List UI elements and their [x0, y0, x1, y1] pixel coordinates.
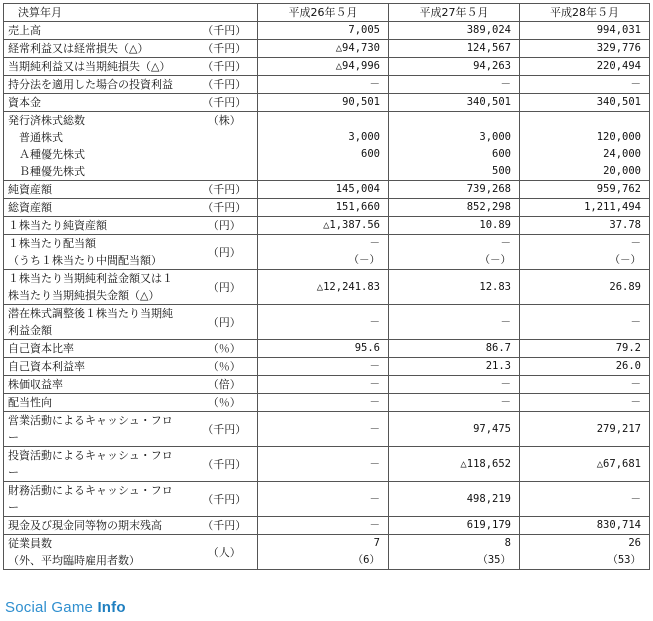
row-label-line: １株当たり当期純利益金額又は１	[8, 272, 173, 285]
value-cell-period-3	[520, 76, 650, 94]
value-line: －	[369, 492, 380, 505]
value-line	[262, 163, 380, 180]
value-line: 994,031	[596, 24, 641, 36]
value-cell-period-3	[520, 305, 650, 340]
value-line: 279,217	[596, 422, 641, 435]
row-unit: （千円）	[198, 199, 258, 217]
row-unit: （円）	[198, 217, 258, 235]
value-line: （－）	[348, 254, 380, 266]
value-cell-period-2	[389, 517, 520, 535]
value-cell-period-1	[258, 217, 389, 235]
row-label-line: 当期純利益又は当期純損失（△）	[8, 60, 171, 73]
value-line: －	[369, 237, 380, 249]
row-label-line: 売上高	[8, 24, 41, 37]
row-label	[4, 40, 198, 58]
value-line: 37.78	[609, 219, 641, 231]
row-label-line: 株価収益率	[8, 378, 63, 391]
value-line: －	[369, 422, 380, 435]
value-cell-period-2	[389, 376, 520, 394]
value-cell-period-2	[389, 340, 520, 358]
row-label-line: 従業員数	[8, 537, 52, 550]
value-cell-period-3	[520, 199, 650, 217]
value-cell-period-1	[258, 358, 389, 376]
value-cell-period-3	[520, 112, 650, 181]
row-label	[4, 517, 198, 535]
row-label	[4, 394, 198, 412]
value-cell-period-2	[389, 394, 520, 412]
row-label-line: ー	[8, 466, 19, 479]
value-line: －	[630, 315, 641, 328]
row-label-line: 営業活動によるキャッシュ・フロ	[8, 414, 173, 427]
value-line: 7	[373, 537, 380, 549]
value-line: 26	[628, 537, 641, 549]
row-label-line: 持分法を適用した場合の投資利益	[8, 78, 173, 91]
table-row	[4, 358, 650, 376]
value-line: 10.89	[479, 219, 511, 231]
value-cell-period-1	[258, 447, 389, 482]
value-line: 95.6	[354, 342, 380, 354]
value-line: 124,567	[466, 42, 511, 54]
row-label-line: （うち１株当たり中間配当額）	[8, 254, 162, 267]
table-row	[4, 305, 650, 340]
value-line: －	[369, 378, 380, 390]
value-line: 619,179	[466, 519, 511, 531]
value-line: －	[500, 378, 511, 390]
value-cell-period-1	[258, 394, 389, 412]
value-line: 7,005	[348, 24, 380, 36]
row-label	[4, 447, 198, 482]
value-cell-period-3	[520, 217, 650, 235]
value-line: －	[500, 315, 511, 328]
value-cell-period-2	[389, 482, 520, 517]
row-unit: （円）	[198, 305, 258, 340]
row-label	[4, 217, 198, 235]
value-cell-period-2	[389, 94, 520, 112]
watermark-logo	[5, 599, 126, 616]
row-unit: （千円）	[198, 447, 258, 482]
row-unit: （千円）	[198, 412, 258, 447]
value-cell-period-3	[520, 40, 650, 58]
row-label-line: 潜在株式調整後１株当たり当期純	[8, 307, 173, 320]
table-row	[4, 447, 650, 482]
row-label-line: 配当性向	[8, 396, 52, 409]
value-cell-period-2	[389, 76, 520, 94]
value-cell-period-1	[258, 340, 389, 358]
value-line: －	[500, 237, 511, 249]
row-label-line: 現金及び現金同等物の期末残高	[8, 519, 162, 532]
row-unit: （％）	[198, 340, 258, 358]
value-line: －	[630, 378, 641, 390]
value-line: 340,501	[596, 96, 641, 108]
header-period-1: 平成26年５月	[258, 4, 389, 22]
row-unit: （％）	[198, 358, 258, 376]
value-cell-period-2	[389, 447, 520, 482]
value-line: 120,000	[596, 131, 641, 143]
value-line	[393, 112, 511, 129]
value-cell-period-3	[520, 535, 650, 570]
value-line: 94,263	[473, 60, 511, 72]
row-label-line: 発行済株式総数	[8, 114, 85, 127]
value-line: △94,730	[335, 42, 380, 54]
value-line: 151,660	[335, 201, 380, 213]
row-label-line: 普通株式	[8, 131, 63, 144]
value-line: （35）	[477, 554, 511, 566]
value-cell-period-2	[389, 412, 520, 447]
value-line: 79.2	[615, 342, 641, 354]
value-line: 220,494	[596, 60, 641, 72]
value-cell-period-2	[389, 358, 520, 376]
row-label	[4, 340, 198, 358]
value-cell-period-3	[520, 94, 650, 112]
row-label	[4, 235, 198, 270]
value-line: 145,004	[335, 183, 380, 195]
value-line: 329,776	[596, 42, 641, 54]
value-line: 3,000	[348, 131, 380, 143]
value-line: －	[369, 315, 380, 328]
value-line: 600	[361, 148, 380, 160]
value-line: 959,762	[596, 183, 641, 195]
value-cell-period-2	[389, 217, 520, 235]
value-line: 21.3	[485, 360, 511, 372]
value-cell-period-3	[520, 340, 650, 358]
table-row	[4, 340, 650, 358]
value-line: 3,000	[479, 131, 511, 143]
value-cell-period-1	[258, 112, 389, 181]
table-body	[4, 4, 650, 570]
row-label-line: １株当たり純資産額	[8, 219, 107, 232]
value-cell-period-1	[258, 235, 389, 270]
row-label-line: 資本金	[8, 96, 41, 109]
row-unit: （倍）	[198, 376, 258, 394]
value-cell-period-3	[520, 376, 650, 394]
table-row	[4, 482, 650, 517]
value-cell-period-1	[258, 517, 389, 535]
row-label	[4, 181, 198, 199]
header-row	[4, 4, 650, 22]
value-line: 90,501	[342, 96, 380, 108]
value-line: 8	[504, 537, 511, 549]
table-row	[4, 217, 650, 235]
table-row	[4, 412, 650, 447]
row-label	[4, 199, 198, 217]
table-row	[4, 376, 650, 394]
value-line: －	[369, 78, 380, 90]
table-row	[4, 394, 650, 412]
header-period-2: 平成27年５月	[389, 4, 520, 22]
row-label-line: 投資活動によるキャッシュ・フロ	[8, 449, 173, 462]
value-line: －	[630, 492, 641, 505]
value-line: 20,000	[603, 165, 641, 177]
row-unit: （千円）	[198, 482, 258, 517]
value-cell-period-3	[520, 412, 650, 447]
value-line: 26.89	[609, 280, 641, 293]
value-cell-period-1	[258, 412, 389, 447]
row-label	[4, 376, 198, 394]
value-cell-period-1	[258, 535, 389, 570]
value-line: △1,387.56	[323, 219, 380, 231]
value-line: △12,241.83	[316, 280, 380, 293]
row-label-line: （外、平均臨時雇用者数）	[8, 554, 140, 567]
row-label-line: 自己資本利益率	[8, 360, 85, 373]
row-label	[4, 358, 198, 376]
value-line: 24,000	[603, 148, 641, 160]
row-label	[4, 112, 198, 181]
value-cell-period-3	[520, 358, 650, 376]
value-line: 340,501	[466, 96, 511, 108]
value-cell-period-3	[520, 235, 650, 270]
value-cell-period-2	[389, 58, 520, 76]
value-line: △67,681	[596, 457, 641, 470]
row-label-line: ー	[8, 431, 19, 444]
row-label	[4, 94, 198, 112]
value-line: △94,996	[335, 60, 380, 72]
value-cell-period-2	[389, 535, 520, 570]
value-cell-period-2	[389, 40, 520, 58]
header-label: 決算年月	[4, 4, 258, 22]
table-row	[4, 76, 650, 94]
value-line: 12.83	[479, 280, 511, 293]
value-cell-period-1	[258, 22, 389, 40]
row-label-line: ー	[8, 501, 19, 514]
value-cell-period-1	[258, 270, 389, 305]
value-cell-period-3	[520, 22, 650, 40]
value-line: －	[630, 237, 641, 249]
header-period-3: 平成28年５月	[520, 4, 650, 22]
value-line: －	[369, 457, 380, 470]
value-line: 500	[492, 165, 511, 177]
value-cell-period-1	[258, 76, 389, 94]
value-line: －	[630, 396, 641, 408]
value-cell-period-2	[389, 22, 520, 40]
value-cell-period-3	[520, 394, 650, 412]
row-label-line: Ｂ種優先株式	[8, 165, 85, 178]
value-line: （－）	[609, 254, 641, 266]
watermark-text-2: Info	[97, 599, 126, 616]
value-line: －	[500, 78, 511, 90]
value-cell-period-2	[389, 199, 520, 217]
table-row	[4, 517, 650, 535]
watermark-text-1: Social Game	[5, 599, 98, 616]
value-cell-period-2	[389, 270, 520, 305]
row-label-line: 経常利益又は経常損失（△）	[8, 42, 149, 55]
row-label	[4, 22, 198, 40]
value-line: －	[369, 360, 380, 372]
row-unit: （人）	[198, 535, 258, 570]
value-cell-period-3	[520, 447, 650, 482]
row-label	[4, 76, 198, 94]
value-line: （6）	[352, 554, 380, 566]
value-line: 86.7	[485, 342, 511, 354]
value-cell-period-2	[389, 305, 520, 340]
value-cell-period-3	[520, 58, 650, 76]
value-cell-period-1	[258, 376, 389, 394]
table-row	[4, 22, 650, 40]
value-line: 1,211,494	[584, 201, 641, 213]
value-line: －	[630, 78, 641, 90]
row-unit: （千円）	[198, 181, 258, 199]
value-cell-period-1	[258, 482, 389, 517]
table-row	[4, 112, 650, 181]
value-cell-period-1	[258, 305, 389, 340]
row-unit: （％）	[198, 394, 258, 412]
value-cell-period-1	[258, 58, 389, 76]
row-unit: （千円）	[198, 94, 258, 112]
value-line: 739,268	[466, 183, 511, 195]
value-cell-period-3	[520, 270, 650, 305]
table-row	[4, 181, 650, 199]
value-line: 498,219	[466, 492, 511, 505]
value-cell-period-3	[520, 482, 650, 517]
row-label-line: 株当たり当期純損失金額（△）	[8, 289, 160, 302]
value-line: －	[369, 396, 380, 408]
row-unit: （円）	[198, 235, 258, 270]
value-line: （－）	[479, 254, 511, 266]
row-unit: （千円）	[198, 40, 258, 58]
row-unit: （千円）	[198, 58, 258, 76]
row-unit: （円）	[198, 270, 258, 305]
table-row	[4, 270, 650, 305]
table-row	[4, 40, 650, 58]
value-line	[524, 112, 641, 129]
value-line: 600	[492, 148, 511, 160]
row-label	[4, 305, 198, 340]
value-cell-period-2	[389, 112, 520, 181]
row-unit: （千円）	[198, 517, 258, 535]
row-label-line: 財務活動によるキャッシュ・フロ	[8, 484, 173, 497]
row-label-line: 総資産額	[8, 201, 52, 214]
row-unit: （千円）	[198, 22, 258, 40]
value-cell-period-3	[520, 517, 650, 535]
value-cell-period-3	[520, 181, 650, 199]
row-label	[4, 412, 198, 447]
row-label	[4, 270, 198, 305]
row-label	[4, 482, 198, 517]
value-line: －	[369, 519, 380, 531]
value-line: 389,024	[466, 24, 511, 36]
row-label-line: 自己資本比率	[8, 342, 74, 355]
value-cell-period-1	[258, 94, 389, 112]
value-cell-period-1	[258, 40, 389, 58]
table-row	[4, 199, 650, 217]
row-unit: （株）	[198, 112, 258, 181]
table-row	[4, 535, 650, 570]
value-cell-period-1	[258, 181, 389, 199]
row-label-line: 純資産額	[8, 183, 52, 196]
row-label-line: 利益金額	[8, 324, 52, 337]
value-line: 97,475	[473, 422, 511, 435]
value-line: －	[500, 396, 511, 408]
value-line: 26.0	[615, 360, 641, 372]
value-line: 830,714	[596, 519, 641, 531]
row-label	[4, 58, 198, 76]
row-label-line: Ａ種優先株式	[8, 148, 85, 161]
table-row	[4, 94, 650, 112]
value-cell-period-2	[389, 235, 520, 270]
value-line: △118,652	[460, 457, 511, 470]
value-line: 852,298	[466, 201, 511, 213]
row-unit: （千円）	[198, 76, 258, 94]
value-line: （53）	[607, 554, 641, 566]
financial-summary-table	[3, 3, 650, 570]
table-row	[4, 58, 650, 76]
value-cell-period-1	[258, 199, 389, 217]
row-label-line: １株当たり配当額	[8, 237, 96, 250]
row-label	[4, 535, 198, 570]
value-line	[262, 112, 380, 129]
table-row	[4, 235, 650, 270]
value-cell-period-2	[389, 181, 520, 199]
